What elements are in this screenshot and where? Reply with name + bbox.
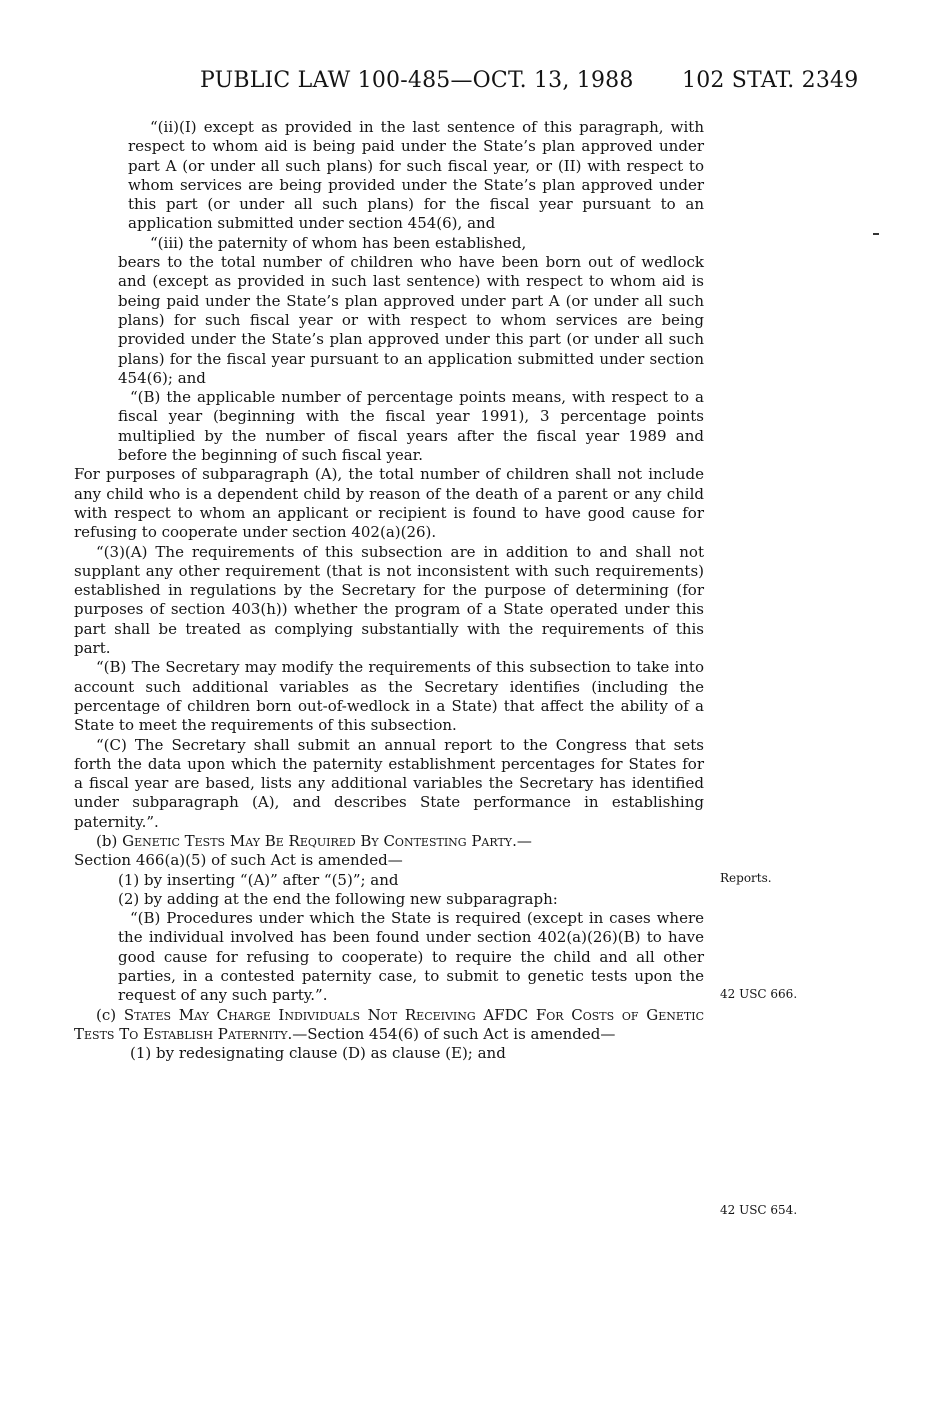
- clause-iii: “(iii) the paternity of whom has been established,: [150, 233, 527, 252]
- section-c-number: (c): [96, 1005, 117, 1024]
- section-c-paragraph: [74, 1006, 704, 1045]
- section-c-title: States May Charge Individuals Not Receiving AFDC For Costs of Genetic Tests To Establish Paternity.—: [74, 1005, 704, 1043]
- margin-note-42-usc-666: 42 USC 666.: [720, 987, 798, 1001]
- paragraph-3B: “(B) The Secretary may modify the requirements of this subsection to take into account such additional variables as the Secretary identifies (including the percentage of children born out-of-wedlock in a State) that affect the ability of a State to meet the requirements of this subsection.: [74, 658, 704, 735]
- paragraph-3A: “(3)(A) The requirements of this subsection are in addition to and shall not supplant any other requirement (that is not inconsistent with such requirements) established in regulations by the Secretary for the purpose of determining (for purposes of section 403(h)) whether the program of a State operated under this part shall be treated as complying substantially with the requirements of this part.: [74, 542, 704, 658]
- subparagraph-B-definition: “(B) the applicable number of percentage points means, with respect to a fiscal year (beginning with the fiscal year 1991), 3 percentage points multiplied by the number of fiscal years after the fiscal year 1989 and before the beginning of such fiscal year.: [118, 388, 704, 465]
- section-b-number: (b): [96, 831, 118, 850]
- margin-note-reports: Reports.: [720, 871, 772, 885]
- amendment-2: (2) by adding at the end the following new subparagraph:: [118, 889, 558, 908]
- purposes-paragraph: For purposes of subparagraph (A), the total number of children shall not include any child who is a dependent child by reason of the death of a parent or any child with respect to whom an applicant or recipient is found to have good cause for refusing to cooperate under section 402(a)(26).: [74, 465, 704, 542]
- section-c-amendment-1: (1) by redesignating clause (D) as clause (E); and: [130, 1044, 506, 1063]
- running-header-title: PUBLIC LAW 100-485—OCT. 13, 1988: [200, 68, 634, 93]
- clause-continuation: bears to the total number of children who have been born out of wedlock and (except as provided in such last sentence) with respect to whom aid is being paid under the State’s plan approved under part A (or under all such plans) for such fiscal year or with respect to whom services are being provided under the State’s plan approved under this part (or under all such plans) for the fiscal year pursuant to an application submitted under section 454(6); and: [118, 253, 704, 387]
- body-text: [74, 118, 704, 1064]
- new-subparagraph-B: “(B) Procedures under which the State is required (except in cases where the individual involved has been found under section 402(a)(26)(B) to have good cause for refusing to cooperate) to require the child and all other parties, in a contested paternity case, to submit to genetic tests upon the request of any such party.”.: [118, 909, 704, 1005]
- margin-note-42-usc-654: 42 USC 654.: [720, 1203, 798, 1217]
- clause-ii: “(ii)(I) except as provided in the last sentence of this paragraph, with respect to whom aid is being paid under the State’s plan approved under part A (or under all such plans) for such fiscal year, or (II) with respect to whom services are being provided under the State’s plan approved under this part (or under all such plans) for the fiscal year pursuant to an application submitted under section 454(6), and: [128, 118, 704, 233]
- section-b-title: Genetic Tests May Be Required By Contesting Party.—: [122, 831, 532, 850]
- margin-mark: [873, 233, 879, 235]
- running-header-page-number: 102 STAT. 2349: [682, 68, 859, 93]
- paragraph-3C: “(C) The Secretary shall submit an annual report to the Congress that sets forth the data upon which the paternity establishment percentages for States for a fiscal year are based, lists any additional variables the Secretary has identified under subparagraph (A), and describes State performance in establishing paternity.”.: [74, 735, 704, 831]
- section-b-text: Section 466(a)(5) of such Act is amended—: [74, 851, 403, 870]
- amendment-1: (1) by inserting “(A)” after “(5)”; and: [118, 870, 399, 889]
- section-c-text: Section 454(6) of such Act is amended—: [307, 1024, 616, 1043]
- section-b-heading: [74, 832, 704, 851]
